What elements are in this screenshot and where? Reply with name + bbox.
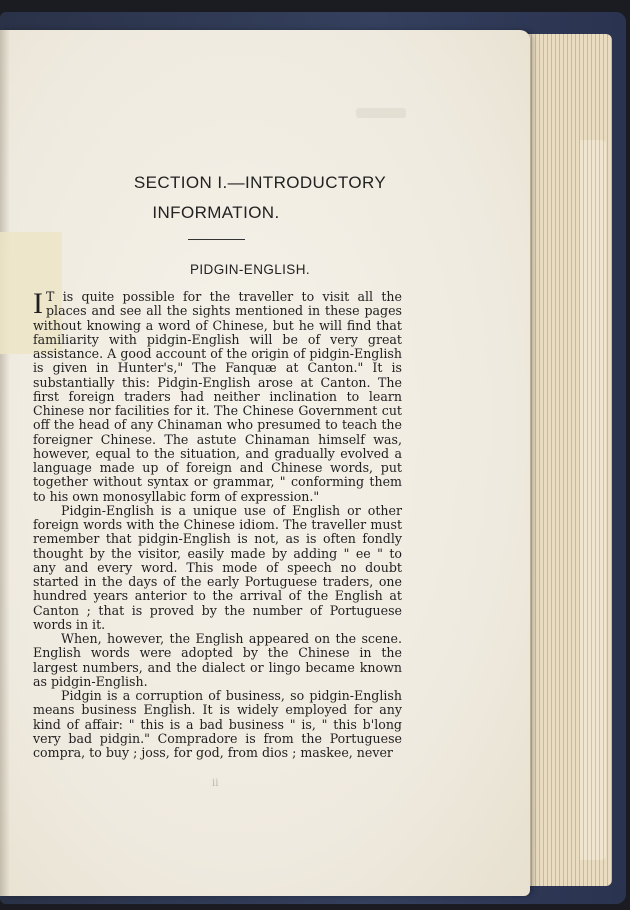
subheading: PIDGIN-ENGLISH.	[189, 262, 311, 277]
paragraph-2: Pidgin-English is a unique use of English or other foreign words with the Chinese idiom. The traveller must remember that pidgin-English is not, as is often fondly thought by the visitor, easily made by adding " ee " to any and every word. This mode of speech no doubt started in the days of the early Portuguese traders, one hundred years anterior to the arrival of the English at Canton ; that is proved by the number of Portuguese words in it.	[33, 502, 402, 632]
folio-mark: ii	[212, 778, 219, 789]
paragraph-4: Pidgin is a corruption of business, so pidgin-English means business English. It is widely employed for any kind of affair: " this is a bad business " is, " this b'long very bad pidgin." Compradore is from the Portuguese compra, to buy ; joss, for god, from dios ; maskee, never	[33, 688, 402, 760]
divider-rule	[188, 239, 245, 240]
spine-shadow	[0, 30, 10, 896]
body-text	[33, 287, 402, 760]
paragraph-1	[33, 287, 402, 504]
page-edges-lower	[580, 140, 606, 860]
paragraph-1-text: T is quite possible for the traveller to visit all the places and see all the sights mentioned in these pages without knowing a word of Chinese, but he will find that familiarity with pidgin-English will be of very great assistance. A good account of the origin of pidgin-English is given in Hunter's," The Fanquæ at Canton." It is substantially this: Pidgin-English arose at Canton. The first foreign traders had neither inclination to learn Chinese nor facilities for it. The Chinese Government cut off the head of any Chinaman who presumed to teach the foreigner Chinese. The astute Chinaman himself was, however, equal to the situation, and gradually evolved a language made up of foreign and Chinese words, put together without syntax or grammar, " conforming them to his own monosyllabic form of expression."	[33, 289, 402, 504]
drop-cap: I	[33, 287, 43, 320]
section-title-line-2: INFORMATION.	[152, 203, 280, 222]
show-through	[356, 108, 406, 118]
section-title-line-1: SECTION I.—INTRODUCTORY	[133, 173, 387, 192]
paragraph-3: When, however, the English appeared on the scene. English words were adopted by the Chinese in the largest numbers, and the dialect or lingo became known as pidgin-English.	[33, 631, 402, 689]
